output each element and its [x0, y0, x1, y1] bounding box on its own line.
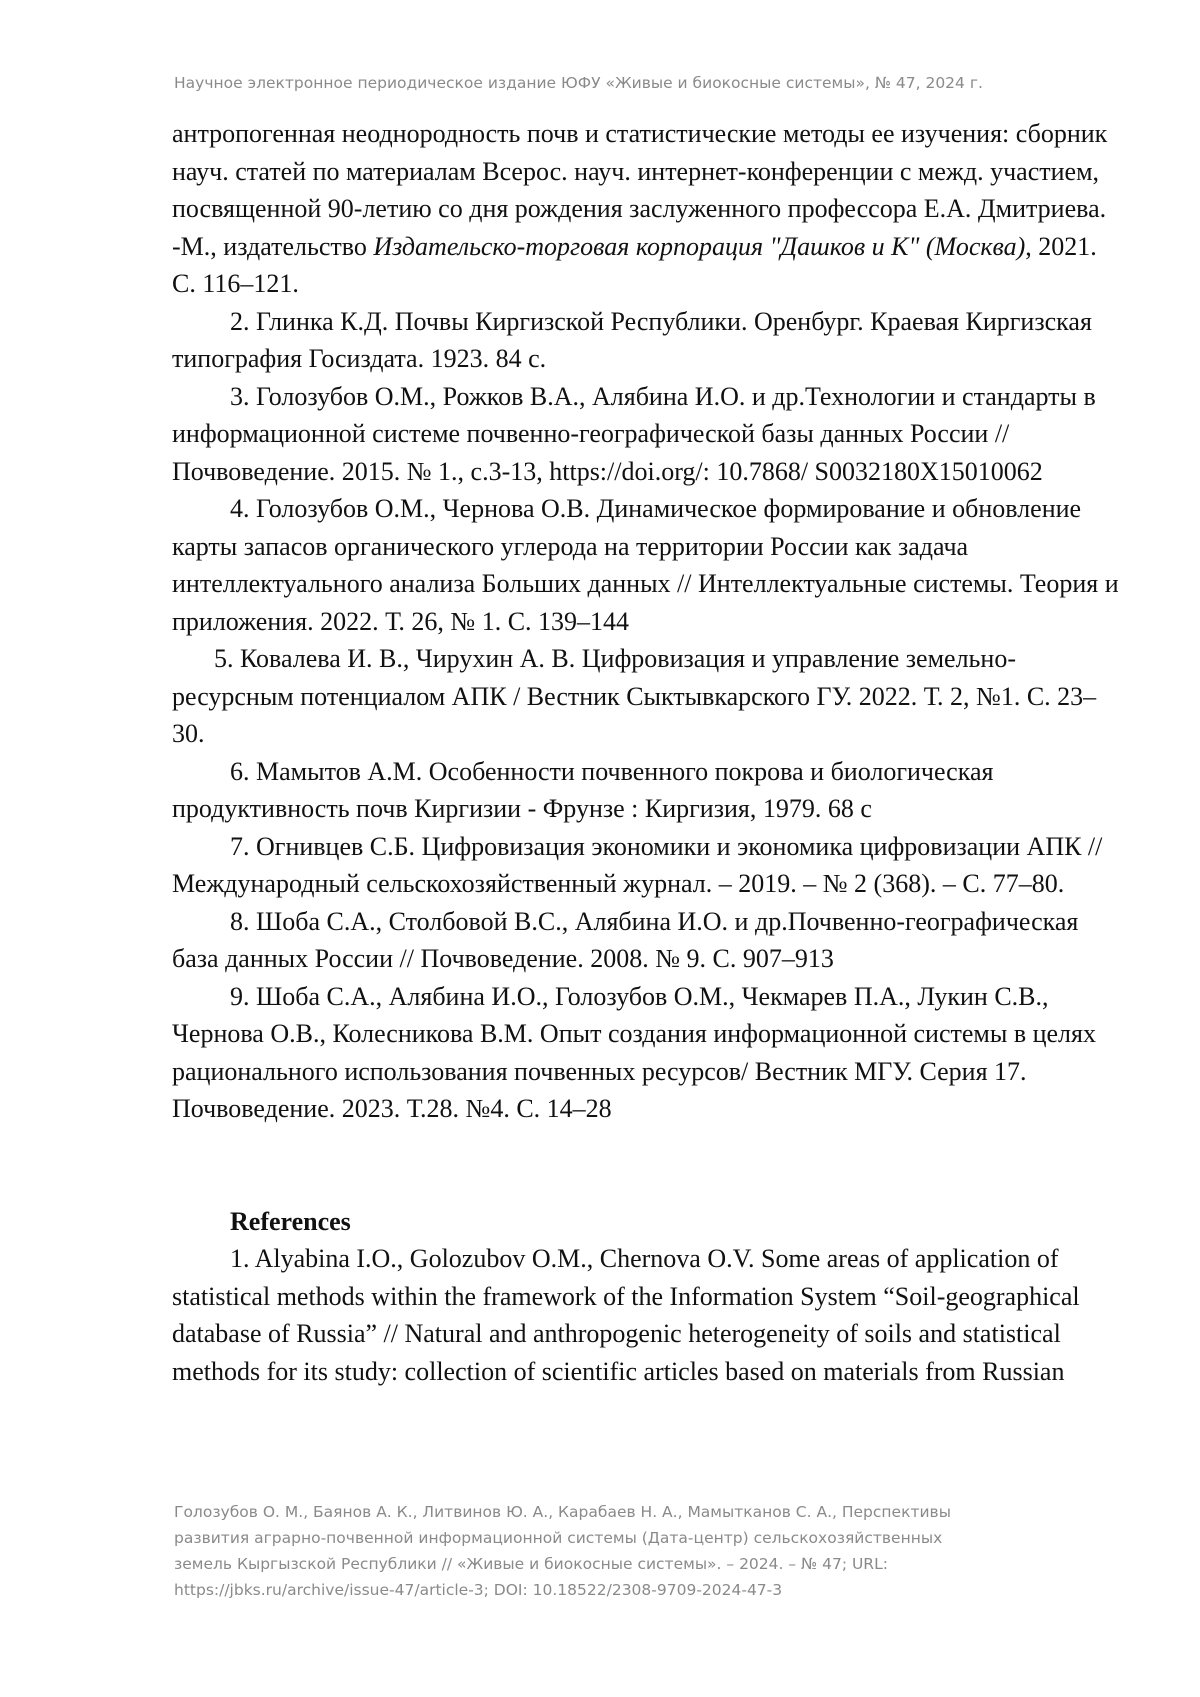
footer-line-1: Голозубов О. М., Баянов А. К., Литвинов Ю. А., Карабаев Н. А., Мамытканов С. А., Перспективы [174, 1503, 951, 1521]
reference-item-6: 6. Мамытов А.М. Особенности почвенного покрова и биологическая продуктивность почв Киргизии - Фрунзе : Киргизия, 1979. 68 с [172, 756, 994, 823]
footer-line-4: https://jbks.ru/archive/issue-47/article-3; DOI: 10.18522/2308-9709-2024-47-3 [174, 1581, 783, 1599]
reference-item-9: 9. Шоба С.А., Алябина И.О., Голозубов О.М., Чекмарев П.А., Лукин С.В., Чернова О.В., Колесникова В.М. Опыт создания информационной системы в целях рационального использования почвенных ресурсов/ Вестник МГУ. Серия 17. Почвоведение. 2023. Т.28. №4. С. 14–28 [172, 981, 1096, 1123]
reference-en-item-1: 1. Alyabina I.O., Golozubov O.M., Chernova O.V. Some areas of application of statistical methods within the framework of the Information System “Soil-geographical database of Russia” // Natural and anthropogenic heterogeneity of soils and statistical methods for its study: collection of scientific articles based on materials from Russian [172, 1244, 1080, 1386]
section-spacer [172, 1128, 1122, 1203]
reference-item-8: 8. Шоба С.А., Столбовой В.С., Алябина И.О. и др.Почвенно-географическая база данных России // Почвоведение. 2008. № 9. С. 907–913 [172, 906, 1079, 973]
continuation-text: антропогенная неоднородность почв и статистические методы ее изучения: сборник науч. статей по материалам Всерос. науч. интернет-конференции с межд. участием, посвященной 90-летию со дня рождения заслуженного профессора Е.А. Дмитриева. -М., издательство [172, 119, 1108, 261]
reference-item-3: 3. Голозубов О.М., Рожков В.А., Алябина И.О. и др.Технологии и стандарты в информационной системе почвенно-географической базы данных России // Почвоведение. 2015. № 1., с.3-13, https://doi.org/: 10.7868/ S0032180X15010062 [172, 381, 1096, 486]
references-heading: References [230, 1206, 351, 1236]
footer-line-2: развития аграрно-почвенной информационной системы (Дата-центр) сельскохозяйственных [174, 1529, 943, 1547]
reference-item-4: 4. Голозубов О.М., Чернова О.В. Динамическое формирование и обновление карты запасов органического углерода на территории России как задача интеллектуального анализа Больших данных // Интеллектуальные системы. Теория и приложения. 2022. Т. 26, № 1. С. 139–144 [172, 494, 1119, 636]
continuation-end: , 2021. С. 116–121. [172, 231, 1097, 298]
main-text [172, 115, 1122, 1390]
reference-1-continuation [172, 115, 1122, 303]
reference-item-2: 2. Глинка К.Д. Почвы Киргизской Республики. Оренбург. Краевая Киргизская типография Госиздата. 1923. 84 с. [172, 306, 1092, 373]
reference-item-5: 5. Ковалева И. В., Чирухин А. В. Цифровизация и управление земельно-ресурсным потенциалом АПК / Вестник Сыктывкарского ГУ. 2022. Т. 2, №1. С. 23–30. [172, 644, 1097, 748]
citation-footer [174, 1499, 1114, 1603]
reference-item-7: 7. Огнивцев С.Б. Цифровизация экономики и экономика цифровизации АПК // Международный сельскохозяйственный журнал. – 2019. – № 2 (368). – С. 77–80. [172, 831, 1103, 898]
journal-header: Научное электронное периодическое издание ЮФУ «Живые и биокосные системы», № 47, 2024 г. [174, 74, 983, 92]
publisher-italic: Издательско-торговая корпорация "Дашков и К" (Москва) [373, 231, 1026, 261]
footer-line-3: земель Кыргызской Республики // «Живые и биокосные системы». – 2024. – № 47; URL: [174, 1555, 888, 1573]
